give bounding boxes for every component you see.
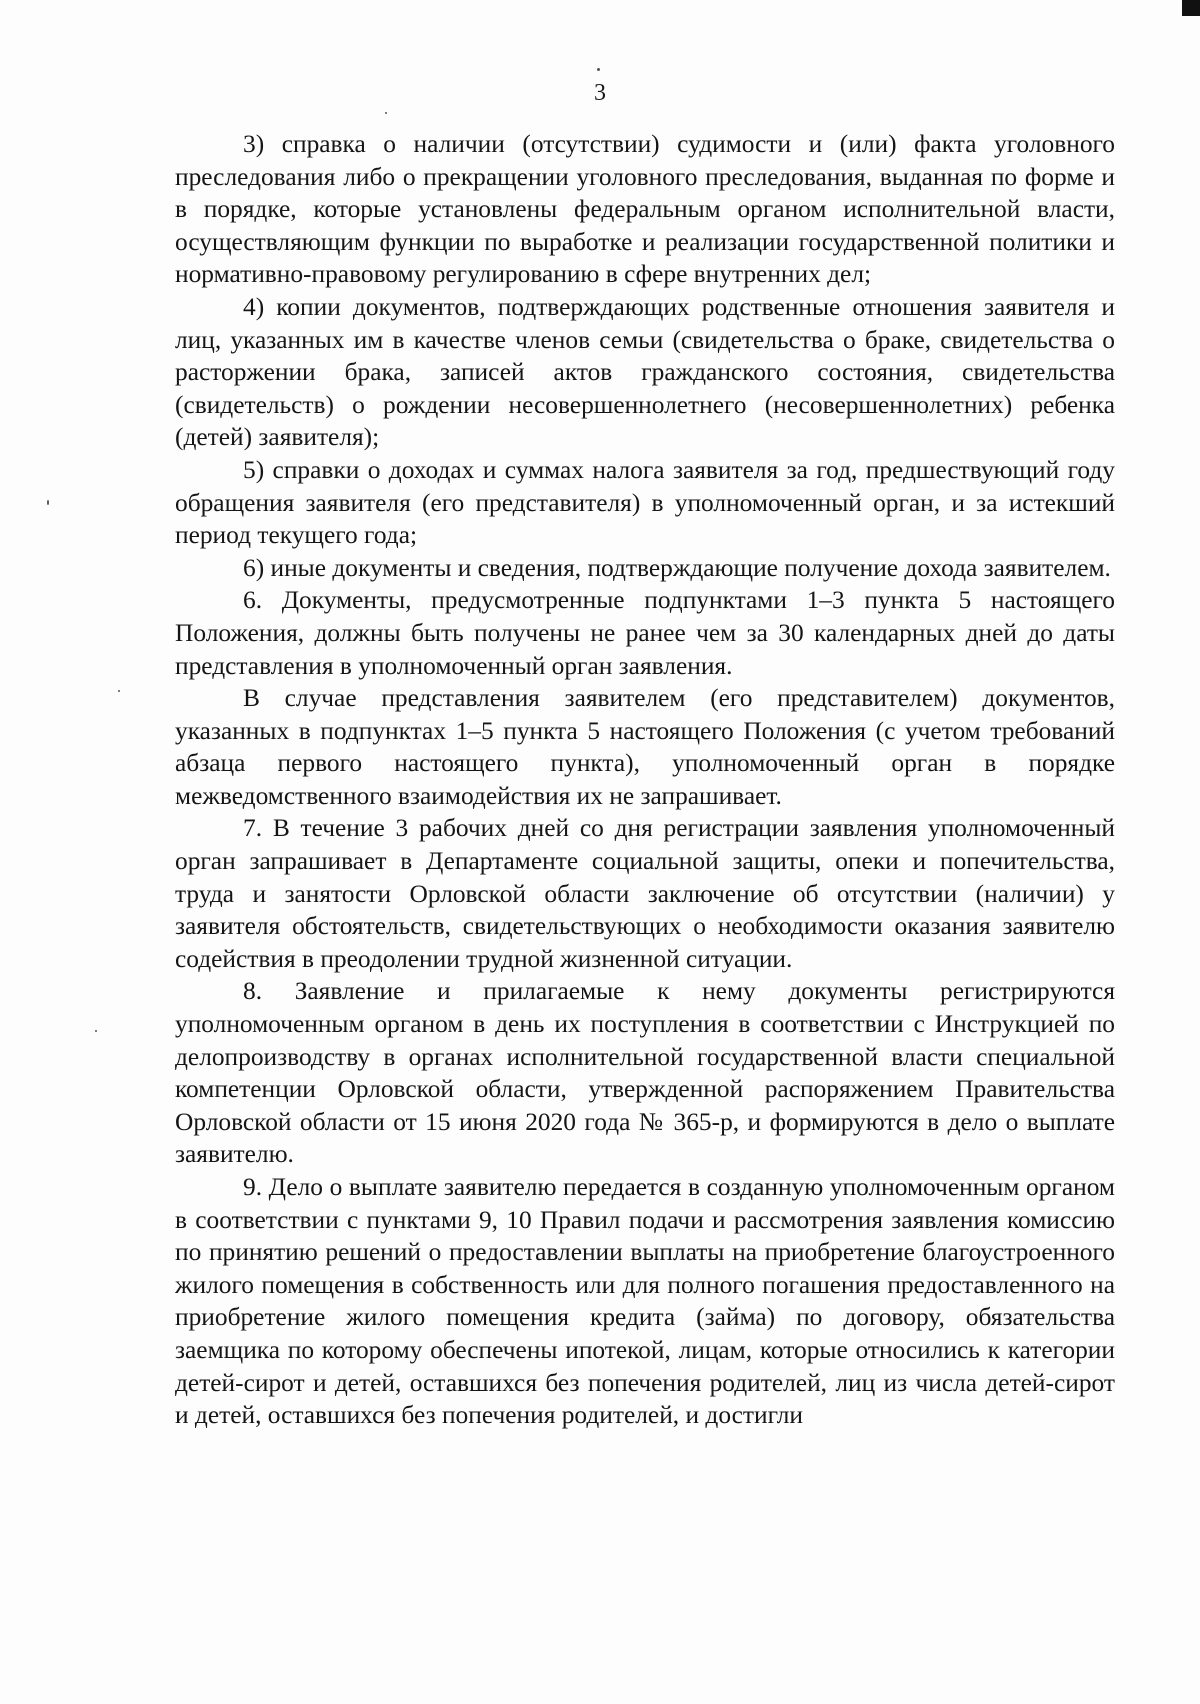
scan-speck: [118, 690, 120, 692]
page-number: 3: [594, 80, 606, 106]
paragraph-item-6: 6) иные документы и сведения, подтверждающие получение дохода заявителем.: [243, 553, 1111, 582]
scan-speck: [597, 68, 600, 71]
scan-speck: [47, 500, 49, 505]
paragraph-clause-9: 9. Дело о выплате заявителю передается в созданную уполномоченным органом в соответствии с пунктами 9, 10 Правил подачи и рассмотрения заявления комиссию по принятию решений о предоставлении выплаты на приобретение благоустроенного жилого помещения в собственность или для полного погашения предоставленного на приобретение жилого помещения кредита (займа) по договору, обязательства заемщика по которому обеспечены ипотекой, лицам, которые относились к категории детей-сирот и детей, оставшихся без попечения родителей, лиц из числа детей-сирот и детей, оставшихся без попечения родителей, и достигли: [175, 1173, 1115, 1430]
scan-speck: [385, 112, 387, 114]
scan-edge-mark: [1182, 0, 1200, 16]
paragraph-clause-6-continued: В случае представления заявителем (его представителем) документов, указанных в подпунктах 1–5 пункта 5 настоящего Положения (с учетом требований абзаца первого настоящего пункта), уполномоченный орган в порядке межведомственного взаимодействия их не запрашивает.: [175, 684, 1115, 810]
document-body: [175, 128, 1115, 1432]
paragraph-clause-8: 8. Заявление и прилагаемые к нему документы регистрируются уполномоченным органом в день их поступления в соответствии с Инструкцией по делопроизводству в органах исполнительной государственной власти специальной компетенции Орловской области, утвержденной распоряжением Правительства Орловской области от 15 июня 2020 года № 365-р, и формируются в дело о выплате заявителю.: [175, 977, 1115, 1169]
paragraph-item-5: 5) справки о доходах и суммах налога заявителя за год, предшествующий году обращения заявителя (его представителя) в уполномоченный орган, и за истекший период текущего года;: [175, 455, 1115, 550]
paragraph-item-4: 4) копии документов, подтверждающих родственные отношения заявителя и лиц, указанных им в качестве членов семьи (свидетельства о браке, свидетельства о расторжении брака, записей актов гражданского состояния, свидетельства (свидетельств) о рождении несовершеннолетнего (несовершеннолетних) ребенка (детей) заявителя);: [175, 292, 1115, 452]
scan-speck: [95, 1030, 97, 1032]
paragraph-clause-6: 6. Документы, предусмотренные подпунктами 1–3 пункта 5 настоящего Положения, должны быть получены не ранее чем за 30 календарных дней до даты представления в уполномоченный орган заявления.: [175, 586, 1115, 680]
paragraph-clause-7: 7. В течение 3 рабочих дней со дня регистрации заявления уполномоченный орган запрашивает в Департаменте социальной защиты, опеки и попечительства, труда и занятости Орловской области заключение об отсутствии (наличии) у заявителя обстоятельств, свидетельствующих о необходимости оказания заявителю содействия в преодолении трудной жизненной ситуации.: [175, 814, 1115, 973]
paragraph-item-3: 3) справка о наличии (отсутствии) судимости и (или) факта уголовного преследования либо о прекращении уголовного преследования, выданная по форме и в порядке, которые установлены федеральным органом исполнительной власти, осуществляющим функции по выработке и реализации государственной политики и нормативно-правовому регулированию в сфере внутренних дел;: [175, 130, 1115, 289]
